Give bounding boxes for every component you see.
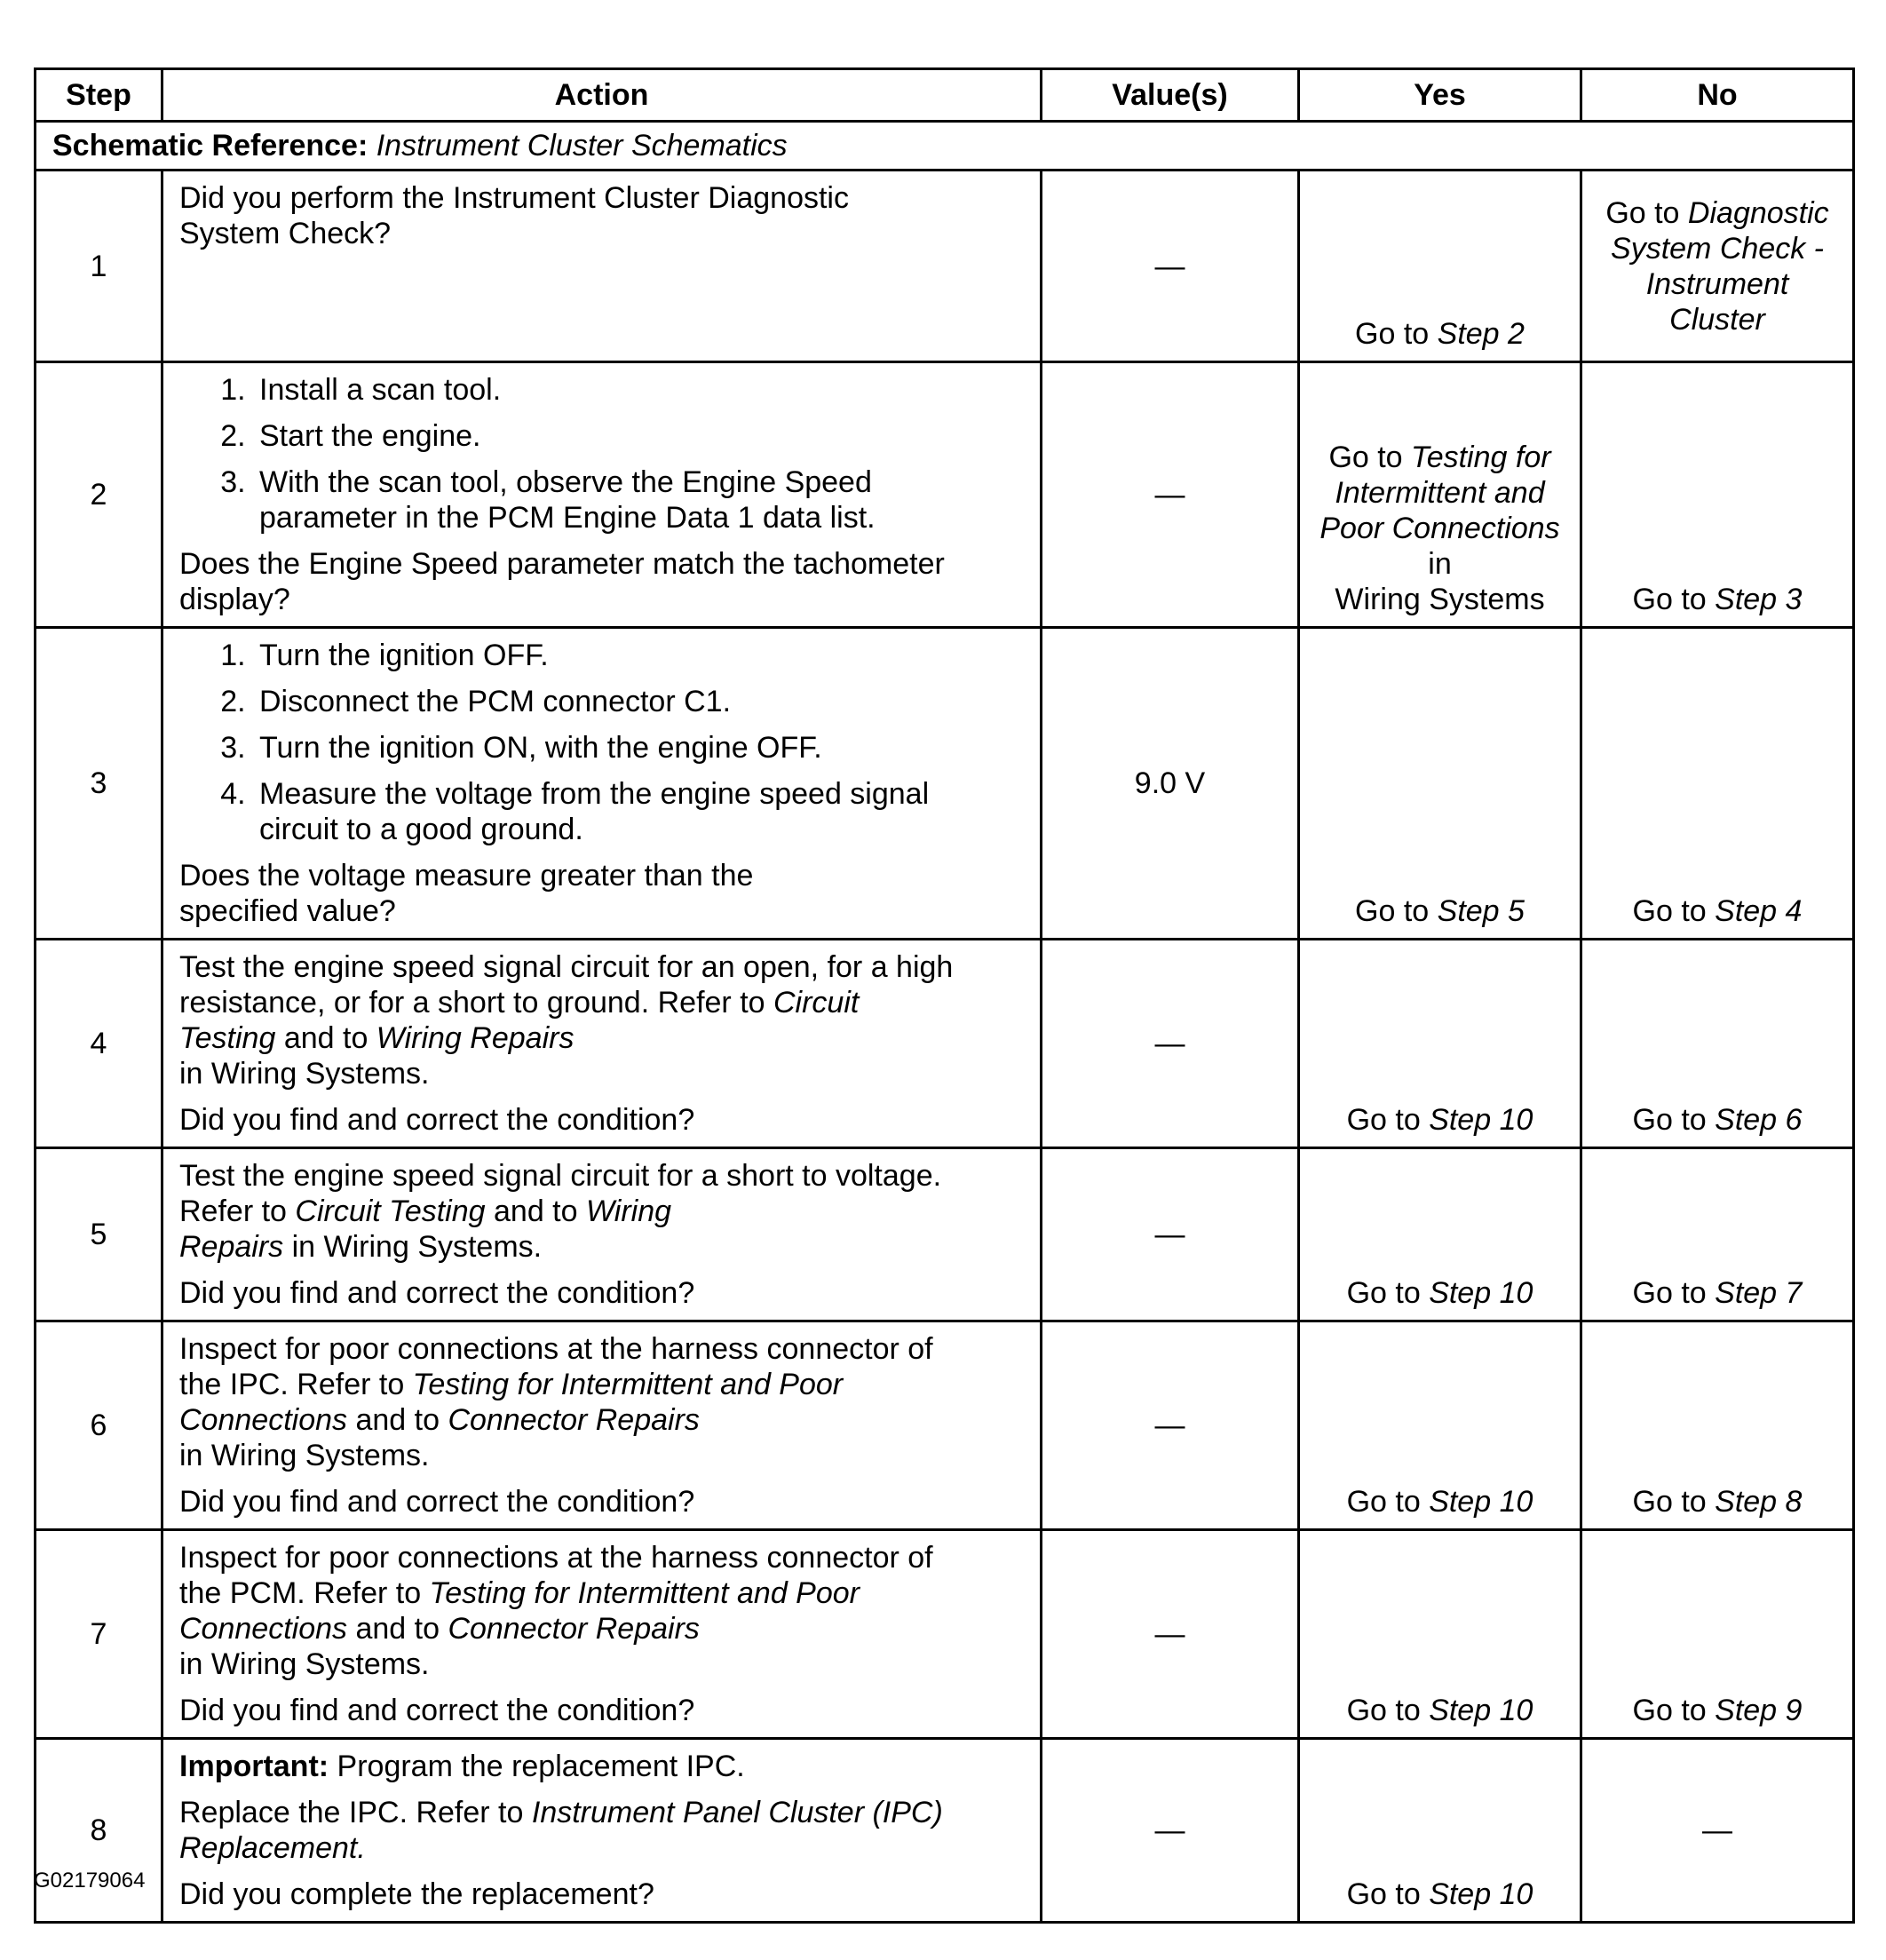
- table-header-row: [36, 69, 1854, 122]
- yes-text: in: [1428, 547, 1452, 581]
- yes-cell: [1299, 1321, 1581, 1530]
- action-text: in Wiring Systems.: [179, 1647, 430, 1681]
- action-step: 2. Disconnect the PCM connector C1.: [254, 684, 1024, 719]
- action-text: and to: [347, 1612, 448, 1646]
- header-action: Action: [162, 69, 1042, 122]
- table-row: [36, 1148, 1854, 1321]
- table-row: [36, 1530, 1854, 1739]
- yes-cell: [1299, 628, 1581, 940]
- action-cell: [162, 940, 1042, 1148]
- no-cell: [1581, 940, 1854, 1148]
- table-row: [36, 171, 1854, 362]
- no-step-link: Step 9: [1715, 1694, 1803, 1727]
- no-text: Go to: [1632, 894, 1716, 928]
- action-ref: Connector Repairs: [448, 1612, 700, 1646]
- important-label: Important:: [179, 1750, 329, 1783]
- action-ref: Wiring: [585, 1194, 672, 1228]
- value-cell: —: [1042, 1530, 1299, 1739]
- no-step-link: Step 3: [1715, 583, 1803, 616]
- yes-step-link: Step 10: [1429, 1694, 1533, 1727]
- yes-cell: [1299, 171, 1581, 362]
- value-cell: —: [1042, 362, 1299, 628]
- yes-cell: [1299, 1530, 1581, 1739]
- no-step-link: Step 6: [1715, 1103, 1803, 1137]
- step-number: 7: [36, 1530, 162, 1739]
- yes-text: Go to: [1346, 1276, 1430, 1310]
- action-question: Does the voltage measure greater than the: [179, 859, 754, 893]
- action-question: Did you find and correct the condition?: [179, 1485, 695, 1519]
- header-no: No: [1581, 69, 1854, 122]
- action-text: Inspect for poor connections at the harness connector of: [179, 1332, 933, 1366]
- no-text: Go to: [1632, 583, 1716, 616]
- action-text: the IPC. Refer to: [179, 1368, 413, 1401]
- action-ref: Testing for Intermittent and Poor: [429, 1576, 860, 1610]
- step-number: 3: [36, 628, 162, 940]
- yes-cell: [1299, 1148, 1581, 1321]
- yes-text: Go to: [1346, 1877, 1430, 1911]
- no-text: Go to: [1632, 1485, 1716, 1519]
- no-text: Go to: [1632, 1103, 1716, 1137]
- action-text: With the scan tool, observe the Engine Speed: [259, 465, 872, 499]
- action-question: Did you complete the replacement?: [179, 1877, 654, 1911]
- action-text: System Check?: [179, 217, 392, 250]
- action-step: 1. Install a scan tool.: [254, 372, 1024, 408]
- yes-step-link: Step 10: [1429, 1276, 1533, 1310]
- value-cell: —: [1042, 171, 1299, 362]
- diagnostic-table: [34, 67, 1855, 1924]
- yes-ref: Poor Connections: [1319, 512, 1560, 545]
- action-text: parameter in the PCM Engine Data 1 data list.: [259, 501, 876, 535]
- yes-cell: [1299, 940, 1581, 1148]
- action-ref: Replacement.: [179, 1831, 366, 1865]
- header-values: Value(s): [1042, 69, 1299, 122]
- yes-step-link: Step 10: [1429, 1877, 1533, 1911]
- yes-ref: Testing for: [1411, 440, 1551, 474]
- value-cell: —: [1042, 1321, 1299, 1530]
- yes-text: Go to: [1346, 1103, 1430, 1137]
- header-yes: Yes: [1299, 69, 1581, 122]
- step-number: 1: [36, 171, 162, 362]
- action-ref: Connections: [179, 1612, 348, 1646]
- action-cell: [162, 362, 1042, 628]
- table-row: [36, 628, 1854, 940]
- action-text: Replace the IPC. Refer to: [179, 1796, 532, 1829]
- action-ref: Circuit: [773, 986, 860, 1020]
- schematic-ref: Instrument Cluster Schematics: [376, 129, 788, 163]
- schematic-reference: [36, 122, 1854, 171]
- yes-step-link: Step 10: [1429, 1103, 1533, 1137]
- step-number: 6: [36, 1321, 162, 1530]
- action-question: Does the Engine Speed parameter match the tachometer: [179, 547, 945, 581]
- action-text: in Wiring Systems.: [179, 1057, 430, 1091]
- yes-step-link: Step 10: [1429, 1485, 1533, 1519]
- yes-text: Go to: [1346, 1694, 1430, 1727]
- action-text: Measure the voltage from the engine speed signal: [259, 777, 930, 811]
- no-ref: Diagnostic: [1687, 195, 1829, 230]
- action-cell: [162, 1148, 1042, 1321]
- action-question: specified value?: [179, 894, 396, 928]
- action-step: [254, 776, 1024, 847]
- action-ref: Circuit Testing: [295, 1194, 486, 1228]
- action-text: and to: [347, 1403, 448, 1437]
- yes-text: Wiring Systems: [1335, 583, 1545, 616]
- step-number: 8: [36, 1739, 162, 1923]
- action-question: Did you find and correct the condition?: [179, 1694, 695, 1727]
- no-text: Go to: [1632, 1694, 1716, 1727]
- action-text: Program the replacement IPC.: [329, 1750, 745, 1783]
- action-cell: [162, 1530, 1042, 1739]
- action-text: Did you perform the Instrument Cluster Diagnostic: [179, 181, 849, 215]
- yes-text: Go to: [1328, 440, 1412, 474]
- no-cell: [1581, 362, 1854, 628]
- header-step: Step: [36, 69, 162, 122]
- action-question: display?: [179, 583, 290, 616]
- no-cell: [1581, 1148, 1854, 1321]
- no-cell: [1581, 171, 1854, 362]
- table-row: [36, 1321, 1854, 1530]
- step-number: 4: [36, 940, 162, 1148]
- action-ref: Connections: [179, 1403, 348, 1437]
- yes-step-link: Step 5: [1437, 894, 1525, 928]
- action-text: resistance, or for a short to ground. Refer to: [179, 986, 773, 1020]
- action-ref: Wiring Repairs: [376, 1021, 575, 1055]
- action-step: 2. Start the engine.: [254, 418, 1024, 454]
- no-step-link: Step 8: [1715, 1485, 1803, 1519]
- no-cell: [1581, 1321, 1854, 1530]
- no-cell: [1581, 1530, 1854, 1739]
- no-ref: System Check -: [1611, 231, 1824, 266]
- action-cell: [162, 1739, 1042, 1923]
- action-step: [254, 464, 1024, 536]
- no-step-link: Step 7: [1715, 1276, 1803, 1310]
- action-cell: [162, 1321, 1042, 1530]
- no-step-link: Step 4: [1715, 894, 1803, 928]
- action-text: and to: [275, 1021, 376, 1055]
- yes-step-link: Step 2: [1437, 317, 1525, 351]
- step-number: 2: [36, 362, 162, 628]
- value-cell: —: [1042, 1148, 1299, 1321]
- action-text: Test the engine speed signal circuit for a short to voltage.: [179, 1159, 942, 1193]
- value-cell: 9.0 V: [1042, 628, 1299, 940]
- yes-ref: Intermittent and: [1335, 476, 1545, 510]
- yes-text: Go to: [1355, 894, 1438, 928]
- step-number: 5: [36, 1148, 162, 1321]
- yes-cell: [1299, 1739, 1581, 1923]
- no-text: Go to: [1632, 1276, 1716, 1310]
- table-row: [36, 362, 1854, 628]
- action-text: and to: [485, 1194, 586, 1228]
- action-text: the PCM. Refer to: [179, 1576, 430, 1610]
- action-step: 1. Turn the ignition OFF.: [254, 638, 1024, 673]
- value-cell: —: [1042, 1739, 1299, 1923]
- action-ref: Testing for Intermittent and Poor: [412, 1368, 844, 1401]
- action-cell: [162, 628, 1042, 940]
- action-cell: [162, 171, 1042, 362]
- action-text: in Wiring Systems.: [179, 1439, 430, 1472]
- no-ref: Instrument: [1645, 266, 1789, 301]
- action-text: Inspect for poor connections at the harness connector of: [179, 1541, 933, 1575]
- no-text: Go to: [1605, 195, 1688, 230]
- yes-cell: [1299, 362, 1581, 628]
- action-ref: Testing: [179, 1021, 276, 1055]
- no-cell: —: [1581, 1739, 1854, 1923]
- yes-text: Go to: [1346, 1485, 1430, 1519]
- value-cell: —: [1042, 940, 1299, 1148]
- action-ref: Connector Repairs: [448, 1403, 700, 1437]
- action-text: in Wiring Systems.: [283, 1230, 543, 1264]
- table-row: [36, 940, 1854, 1148]
- action-ref: Repairs: [179, 1230, 284, 1264]
- action-text: Refer to: [179, 1194, 296, 1228]
- action-text: circuit to a good ground.: [259, 813, 583, 846]
- action-step: 3. Turn the ignition ON, with the engine OFF.: [254, 730, 1024, 766]
- no-cell: [1581, 628, 1854, 940]
- action-text: Test the engine speed signal circuit for an open, for a high: [179, 950, 954, 984]
- action-question: Did you find and correct the condition?: [179, 1276, 695, 1310]
- table-row: [36, 1739, 1854, 1923]
- schematic-label: Schematic Reference:: [52, 129, 368, 163]
- yes-text: Go to: [1355, 317, 1438, 351]
- no-ref: Cluster: [1669, 302, 1765, 337]
- schematic-reference-row: [36, 122, 1854, 171]
- action-question: Did you find and correct the condition?: [179, 1103, 695, 1137]
- figure-code: G02179064: [34, 1869, 146, 1893]
- action-ref: Instrument Panel Cluster (IPC): [531, 1796, 943, 1829]
